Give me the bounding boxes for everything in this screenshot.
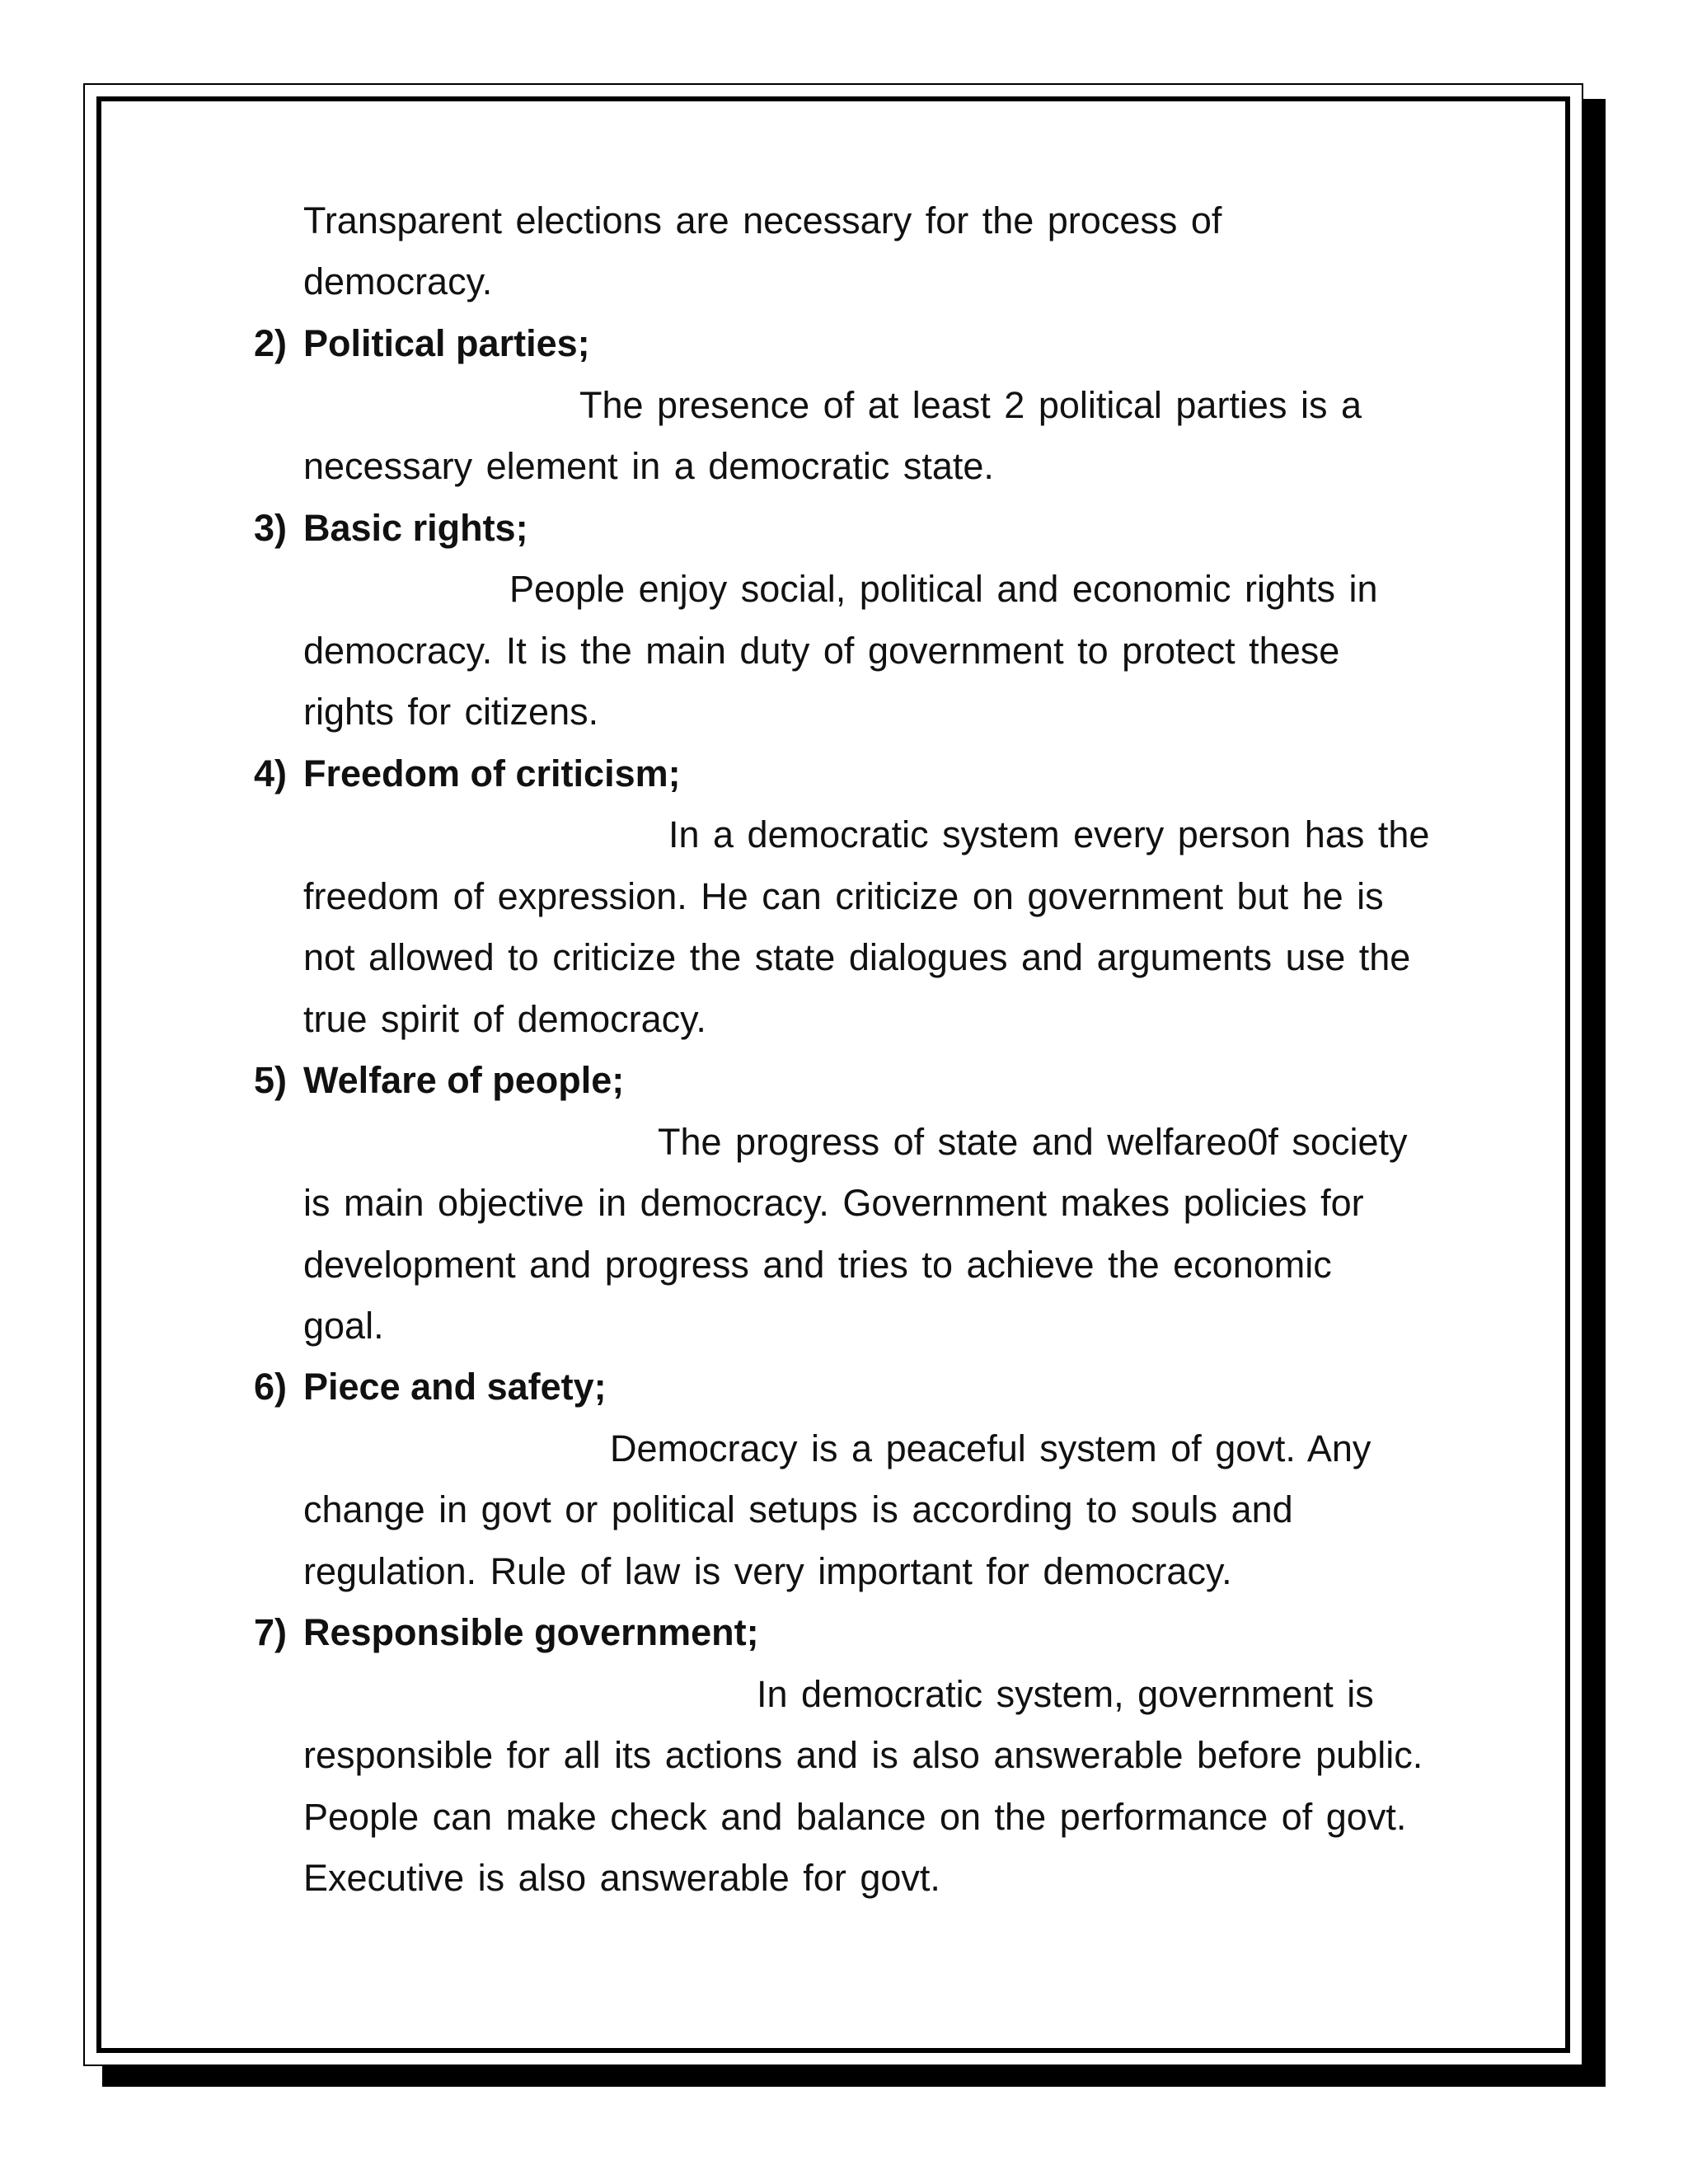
section-heading-responsible-government bbox=[254, 1610, 759, 1656]
intro-line-1: Transparent elections are necessary for the process of bbox=[303, 199, 1222, 241]
section-5-line-1: The progress of state and welfareo0f society bbox=[658, 1121, 1408, 1163]
section-number: 4) bbox=[254, 752, 288, 794]
section-7-line-2: responsible for all its actions and is also answerable before public. bbox=[303, 1734, 1423, 1776]
section-heading-basic-rights bbox=[254, 505, 528, 551]
section-5-line-2: is main objective in democracy. Government makes policies for bbox=[303, 1182, 1364, 1224]
section-7-line-1: In democratic system, government is bbox=[757, 1673, 1374, 1715]
section-number: 3) bbox=[254, 507, 288, 549]
section-title: Responsible government; bbox=[303, 1611, 759, 1653]
section-4-line-1: In a democratic system every person has the bbox=[668, 813, 1430, 855]
section-number: 5) bbox=[254, 1059, 288, 1101]
section-title: Piece and safety; bbox=[303, 1366, 607, 1408]
section-title: Freedom of criticism; bbox=[303, 752, 681, 794]
section-5-line-4: goal. bbox=[303, 1305, 384, 1347]
section-title: Welfare of people; bbox=[303, 1059, 625, 1101]
section-7-line-3: People can make check and balance on the performance of govt. bbox=[303, 1796, 1407, 1838]
section-5-line-3: development and progress and tries to achieve the economic bbox=[303, 1244, 1332, 1286]
section-heading-freedom-of-criticism bbox=[254, 751, 681, 797]
section-6-line-2: change in govt or political setups is according to souls and bbox=[303, 1488, 1293, 1530]
section-title: Political parties; bbox=[303, 322, 590, 364]
intro-line-2: democracy. bbox=[303, 260, 493, 302]
section-6-line-3: regulation. Rule of law is very important for democracy. bbox=[303, 1550, 1232, 1592]
section-number: 2) bbox=[254, 322, 288, 364]
section-3-line-1: People enjoy social, political and economic rights in bbox=[509, 568, 1378, 610]
section-6-line-1: Democracy is a peaceful system of govt. Any bbox=[610, 1427, 1372, 1469]
section-3-line-2: democracy. It is the main duty of government to protect these bbox=[303, 630, 1340, 672]
section-2-line-1: The presence of at least 2 political parties is a bbox=[579, 384, 1362, 426]
section-title: Basic rights; bbox=[303, 507, 528, 549]
section-7-line-4: Executive is also answerable for govt. bbox=[303, 1857, 940, 1899]
section-number: 7) bbox=[254, 1611, 288, 1653]
section-heading-welfare-of-people bbox=[254, 1057, 624, 1104]
section-heading-political-parties bbox=[254, 321, 590, 367]
section-heading-piece-and-safety bbox=[254, 1364, 607, 1410]
section-4-line-3: not allowed to criticize the state dialogues and arguments use the bbox=[303, 936, 1411, 978]
section-2-line-2: necessary element in a democratic state. bbox=[303, 445, 994, 487]
section-4-line-2: freedom of expression. He can criticize on government but he is bbox=[303, 875, 1384, 917]
section-3-line-3: rights for citizens. bbox=[303, 691, 599, 733]
section-4-line-4: true spirit of democracy. bbox=[303, 998, 706, 1040]
section-number: 6) bbox=[254, 1366, 288, 1408]
